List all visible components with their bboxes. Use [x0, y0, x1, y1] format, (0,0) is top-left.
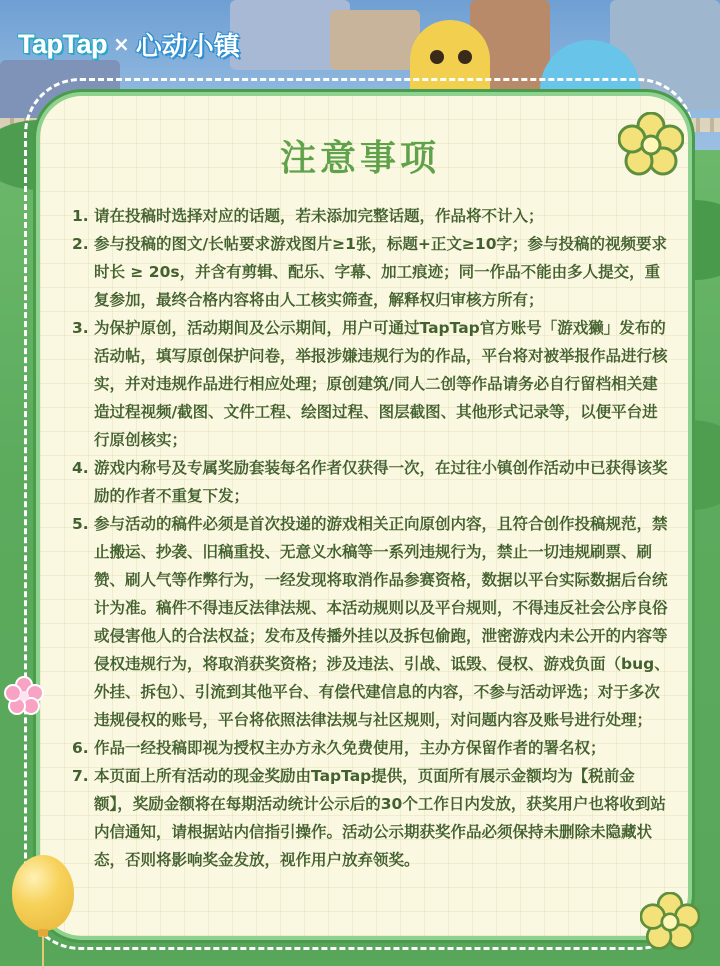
rule-number: 5.: [72, 515, 89, 533]
rule-number: 2.: [72, 235, 89, 253]
rule-number: 3.: [72, 319, 89, 337]
rule-item: [72, 314, 672, 454]
rule-item: [72, 734, 672, 762]
rule-text: 为保护原创，活动期间及公示期间，用户可通过TapTap官方账号「游戏獭」发布的活动帖，填写原创保护问卷，举报涉嫌违规行为的作品，平台将对被举报作品进行核实，并对违规作品进行相应处理；原创建筑/同人二创等作品请务必自行留档相关建造过程视频/截图、文件工程、绘图过程、图层截图、其他形式记录等，以便平台进行原创核实；: [94, 319, 668, 449]
rule-text: 参与投稿的图文/长帖要求游戏图片≥1张，标题+正文≥10字；参与投稿的视频要求时长 ≥ 20s，并含有剪辑、配乐、字幕、加工痕迹；同一作品不能由多人提交，重复参加，最终合格内容将由人工核实筛查，解释权归审核方所有；: [94, 235, 667, 309]
balloon-string: [42, 936, 44, 966]
pink-flower-icon: [4, 676, 44, 716]
logo-bar: [18, 24, 240, 64]
rule-number: 7.: [72, 767, 89, 785]
rule-text: 本页面上所有活动的现金奖励由TapTap提供，页面所有展示金额均为【税前金额】，奖励金额将在每期活动统计公示后的30个工作日内发放，获奖用户也将收到站内信通知，请根据站内信指引操作。活动公示期获奖作品必须保持未删除未隐藏状态，否则将影响奖金发放，视作用户放弃领奖。: [94, 767, 666, 869]
yellow-flower-icon: [640, 892, 700, 952]
balloon-icon: [12, 855, 74, 931]
rules-list: [72, 202, 672, 874]
rule-text: 游戏内称号及专属奖励套装每名作者仅获得一次，在过往小镇创作活动中已获得该奖励的作者不重复下发；: [94, 459, 668, 505]
rule-text: 作品一经投稿即视为授权主办方永久免费使用，主办方保留作者的署名权；: [94, 739, 606, 757]
building: [330, 10, 420, 70]
rule-item: [72, 454, 672, 510]
rule-item: [72, 202, 672, 230]
rule-item: [72, 762, 672, 874]
yellow-flower-icon: [618, 112, 684, 178]
page-title: 注意事项: [279, 138, 440, 179]
giraffe-eye: [458, 50, 472, 64]
rule-number: 6.: [72, 739, 89, 757]
rule-text: 请在投稿时选择对应的话题，若未添加完整话题，作品将不计入；: [94, 207, 544, 225]
giraffe-eye: [430, 50, 444, 64]
taptap-logo: TapTap: [18, 28, 107, 59]
rule-item: [72, 510, 672, 734]
rule-number: 4.: [72, 459, 89, 477]
rule-item: [72, 230, 672, 314]
rule-number: 1.: [72, 207, 89, 225]
rule-text: 参与活动的稿件必须是首次投递的游戏相关正向原创内容，且符合创作投稿规范，禁止搬运、抄袭、旧稿重投、无意义水稿等一系列违规行为，禁止一切违规刷票、刷赞、刷人气等作弊行为，一经发现将取消作品参赛资格，数据以平台实际数据后台统计为准。稿件不得违反法律法规、本活动规则以及平台规则，不得违反社会公序良俗或侵害他人的合法权益；发布及传播外挂以及拆包偷跑，泄密游戏内未公开的内容等侵权违规行为，将取消获奖资格；涉及违法、引战、诋毁、侵权、游戏负面（bug、外挂、拆包）、引流到其他平台、有偿代建信息的内容，不参与活动评选；对于多次违规侵权的账号，平台将依照法律法规与社区规则，对问题内容及账号进行处理；: [94, 515, 670, 729]
game-logo: 心动小镇: [135, 31, 240, 62]
logo-separator: ×: [113, 32, 130, 56]
